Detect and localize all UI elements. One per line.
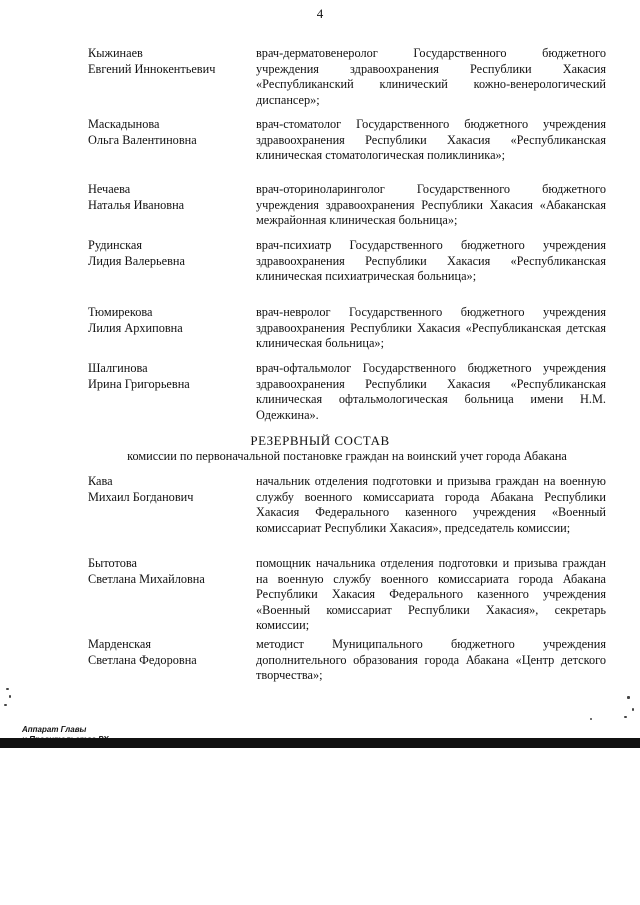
member-role: врач-психиатр Государственного бюджетного учреждения здравоохранения Республики Хакасия «Республиканская клиническая психиатрическая больница»; xyxy=(256,238,606,283)
member-name: Шалгинова Ирина Григорьевна xyxy=(88,361,190,391)
member-role: методист Муниципального бюджетного учреждения дополнительного образования города Абакана «Центр детского творчества»; xyxy=(256,637,606,682)
member-role: врач-стоматолог Государственного бюджетного учреждения здравоохранения Республики Хакасия «Республиканская клиническая стоматологическая поликлиника»; xyxy=(256,117,606,162)
member-name: Кава Михаил Богданович xyxy=(88,474,194,504)
member-name: Тюмирекова Лилия Архиповна xyxy=(88,305,183,335)
reserve-subheading: комиссии по первоначальной постановке граждан на воинский учет города Абакана xyxy=(127,449,567,463)
scan-noise xyxy=(627,696,630,699)
member-name: Кыжинаев Евгений Иннокентьевич xyxy=(88,46,216,76)
scan-bottom-bar xyxy=(0,738,640,748)
member-name: Марденская Светлана Федоровна xyxy=(88,637,197,667)
member-name: Рудинская Лидия Валерьевна xyxy=(88,238,185,268)
scan-noise xyxy=(624,716,627,718)
member-name: Маскадынова Ольга Валентиновна xyxy=(88,117,197,147)
member-role: врач-офтальмолог Государственного бюджетного учреждения здравоохранения Республики Хакасия «Республиканская клиническая офтальмологическая больница имени Н.М. Одежкина». xyxy=(256,361,606,422)
member-role: врач-дерматовенеролог Государственного бюджетного учреждения здравоохранения Республики Хакасия «Республиканский клинический кожно-венерологический диспансер»; xyxy=(256,46,606,107)
reserve-heading: РЕЗЕРВНЫЙ СОСТАВ xyxy=(250,433,390,448)
scan-noise xyxy=(4,704,7,706)
member-name: Бытотова Светлана Михайловна xyxy=(88,556,205,586)
member-role: помощник начальника отделения подготовки и призыва граждан на военную службу военного комиссариата города Абакана Республики Хакасия Федерального казенного учреждения «Военный комиссариат Республики Хакасия», секретарь комиссии; xyxy=(256,556,606,632)
scan-noise xyxy=(9,695,11,698)
member-role: врач-оториноларинголог Государственного бюджетного учреждения здравоохранения Республики Хакасия «Абаканская межрайонная клиническая больница»; xyxy=(256,182,606,227)
page-number: 4 xyxy=(316,6,324,21)
scan-noise xyxy=(6,688,9,690)
member-role: начальник отделения подготовки и призыва граждан на военную службу военного комиссариата города Абакана Республики Хакасия Федерального казенного учреждения «Военный комиссариат Республики Хакасия», председатель комиссии; xyxy=(256,474,606,535)
member-role: врач-невролог Государственного бюджетного учреждения здравоохранения Республики Хакасия «Республиканская детская клиническая больница»; xyxy=(256,305,606,350)
footer-stamp: Аппарат Главы xyxy=(22,725,87,734)
scan-noise xyxy=(632,708,634,711)
member-name: Нечаева Наталья Ивановна xyxy=(88,182,185,212)
scan-noise xyxy=(590,718,592,720)
